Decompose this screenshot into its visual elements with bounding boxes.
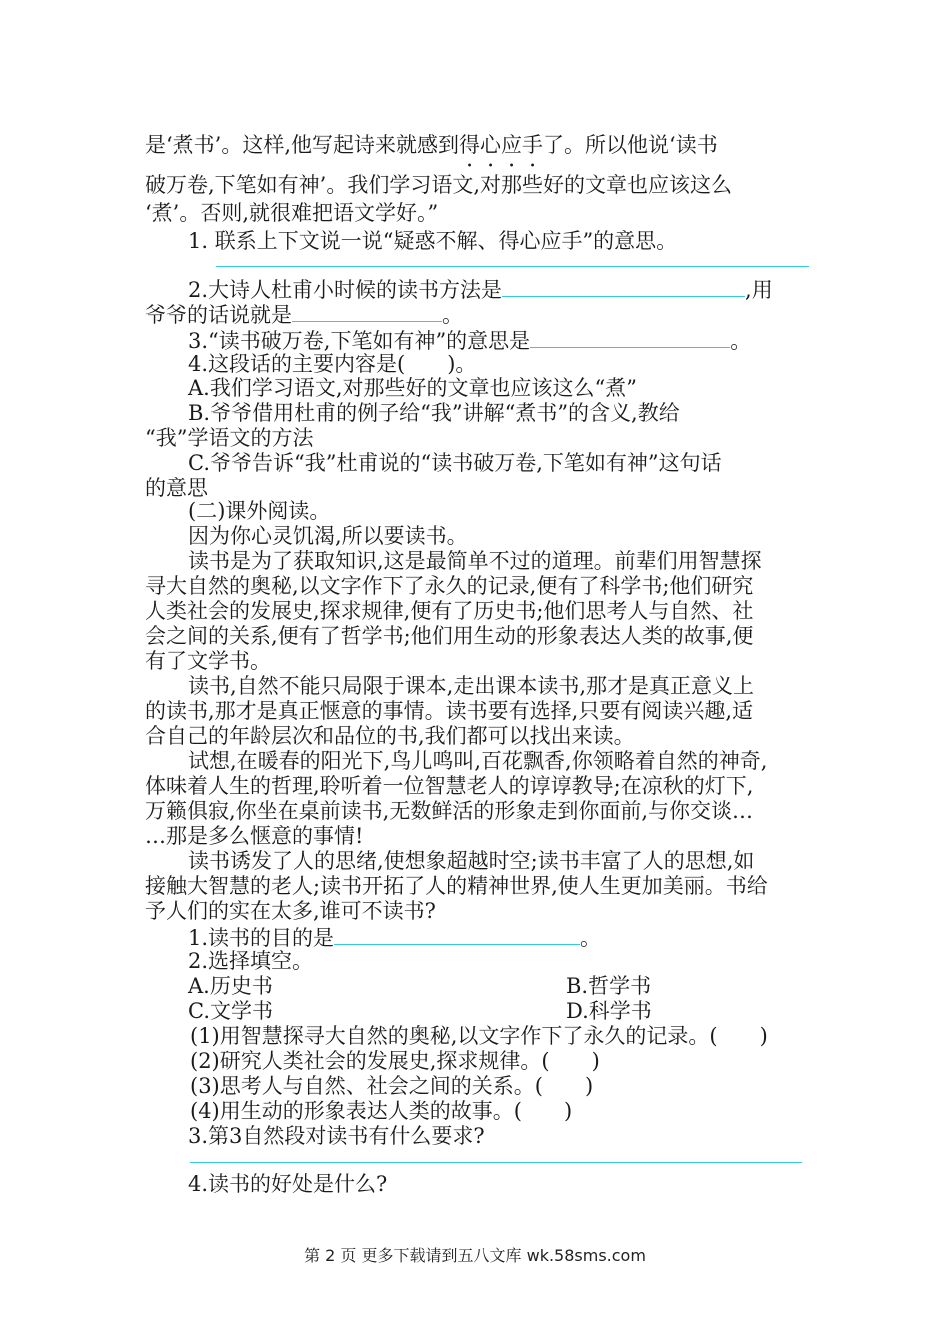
answer-blank[interactable] [334,922,580,945]
option-b: B.爷爷借用杜甫的例子给“我”讲解“煮书”的含义,教给 [188,401,680,425]
choice-row-2 [188,997,652,1025]
sub-question-2: (2)研究人类社会的发展史,探求规律。( ) [190,1049,600,1073]
passage-line-3: ‘煮’。否则,就很难把语文学好。” [145,201,439,225]
paragraph-3-line: 试想,在暖春的阳光下,鸟儿鸣叫,百花飘香,你领略着自然的神奇, [188,749,768,773]
choice-b: B.哲学书 [566,974,652,998]
sub-question-1: (1)用智慧探寻大自然的奥秘,以文字作下了永久的记录。( ) [190,1024,768,1048]
passage-text: 了。所以他说‘读书 [543,133,718,157]
choice-d: D.科学书 [566,999,652,1023]
paragraph-3-line: 体味着人生的哲理,聆听着一位智慧老人的谆谆教导;在凉秋的灯下, [145,774,754,798]
paragraph-1-line: 人类社会的发展史,探求规律,便有了历史书;他们思考人与自然、社 [145,599,754,623]
paragraph-1-line: 会之间的关系,便有了哲学书;他们用生动的形象表达人类的故事,便 [145,624,754,648]
question-text: 。 [442,303,463,327]
paragraph-3-line: 万籁俱寂,你坐在桌前读书,无数鲜活的形象走到你面前,与你交谈… [145,799,754,823]
paragraph-1-line: 有了文学书。 [145,649,271,673]
reading-question-3: 3.第3自然段对读书有什么要求? [188,1124,485,1148]
question-1: 1. 联系上下文说一说“疑惑不解、得心应手”的意思。 [188,229,678,253]
passage-text: 是‘煮书’。这样,他写起诗来就感到 [145,133,460,157]
question-text: 1.读书的目的是 [188,926,335,950]
reading-question-2: 2.选择填空。 [188,949,314,973]
emphasis-char: 心 [480,133,502,157]
paragraph-2-line: 读书,自然不能只局限于课本,走出课本读书,那才是真正意义上 [188,674,755,698]
page-footer: 第 2 页 更多下载请到五八文库 wk.58sms.com [304,1246,646,1265]
question-4: 4.这段话的主要内容是( )。 [188,352,477,376]
emphasis-char: 得 [459,133,481,157]
option-b-cont: “我”学语文的方法 [145,426,314,450]
answer-blank[interactable] [530,325,730,348]
choice-row-1 [188,972,652,1000]
question-text: 。 [730,329,752,353]
paragraph-2-line: 的读书,那才是真正惬意的事情。读书要有选择,只要有阅读兴趣,适 [145,699,754,723]
question-text: 。 [580,926,602,950]
option-c-cont: 的意思 [145,476,208,500]
paragraph-4-line: 读书诱发了人的思绪,使想象超越时空;读书丰富了人的思想,如 [188,849,755,873]
question-text: 爷爷的话说就是 [145,303,292,327]
section-heading: (二)课外阅读。 [188,499,331,523]
choice-c: C.文学书 [188,999,273,1023]
sub-question-3: (3)思考人与自然、社会之间的关系。( ) [190,1074,594,1098]
option-a: A.我们学习语文,对那些好的文章也应该这么“煮” [188,376,637,400]
question-text: ,用 [745,278,773,302]
reading-question-4: 4.读书的好处是什么? [188,1172,388,1196]
question-text: 2.大诗人杜甫小时候的读书方法是 [188,278,503,302]
answer-line[interactable] [216,266,809,267]
paragraph-4-line: 接触大智慧的老人;读书开拓了人的精神世界,使人生更加美丽。书给 [145,874,768,898]
emphasis-char: 手 [522,133,544,157]
paragraph-3-line: …那是多么惬意的事情! [145,824,364,848]
emphasis-char: 应 [501,133,523,157]
paragraph-1-line: 寻大自然的奥秘,以文字作下了永久的记录,便有了科学书;他们研究 [145,574,754,598]
answer-blank[interactable] [292,299,442,322]
article-title: 因为你心灵饥渴,所以要读书。 [188,524,468,548]
passage-line-2: 破万卷,下笔如有神’。我们学习语文,对那些好的文章也应该这么 [145,173,733,197]
answer-blank[interactable] [502,274,745,297]
paragraph-1-line: 读书是为了获取知识,这是最简单不过的道理。前辈们用智慧探 [188,549,762,573]
paragraph-4-line: 予人们的实在太多,谁可不读书? [145,899,436,923]
sub-question-4: (4)用生动的形象表达人类的故事。( ) [190,1099,573,1123]
passage-line-1 [145,131,718,159]
question-text: 3.“读书破万卷,下笔如有神”的意思是 [188,329,531,353]
answer-line[interactable] [190,1162,802,1163]
paragraph-2-line: 合自己的年龄层次和品位的书,我们都可以找出来读。 [145,724,635,748]
choice-a: A.历史书 [188,974,273,998]
option-c: C.爷爷告诉“我”杜甫说的“读书破万卷,下笔如有神”这句话 [188,451,722,475]
